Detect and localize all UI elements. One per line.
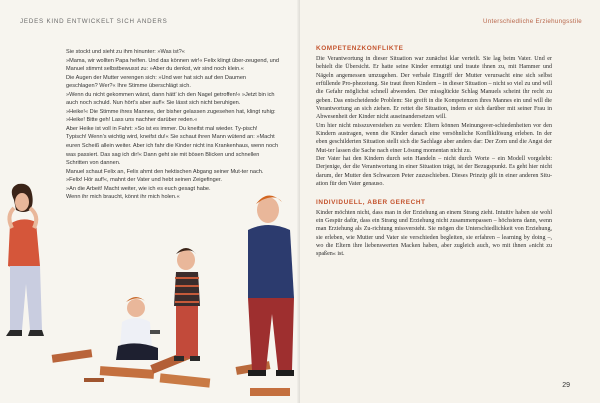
story-paragraph: »Felix! Hör auf!«, mahnt der Vater und hebt seinen Zeigefinger. — [66, 177, 222, 184]
story-paragraph: Die Augen der Mutter verengen sich: »Und wer hat sich auf den Daumen geschlagen? Wer?« Ihre Stimme überschlägt sich. — [66, 74, 247, 90]
story-paragraph: »An die Arbeit! Macht weiter, wie ich es euch gesagt habe. — [66, 185, 211, 192]
running-head-right: Unterschiedliche Erziehungsstile — [482, 18, 582, 25]
mother-figure — [6, 184, 44, 336]
running-head-left: JEDES KIND ENTWICKELT SICH ANDERS — [20, 18, 168, 25]
father-figure — [248, 195, 294, 376]
body-paragraph: Die Verantwortung in dieser Situation war zunächst klar verteilt. Sie lag beim Vater. Und er behielt die Übersicht. Er hatte seine Kinder ermutigt und traute ihnen zu, mit Hammer und Nägeln angemessen umzugehen. Der verbale Eingriff der Mutter verursacht eine sich selbst erfüllende Pro-phezeiung. Sie traut ihren Kindern – in dieser Situation – nicht so viel zu und will die Gefahr möglichst schnell abwenden. Der missglückte Schlag Manuels scheint ihr recht zu geben. Das entscheidende Problem: Sie greift in die Kompetenzen ihres Mannes ein und will die Verantwortung an sich ziehen. Er rettet die Situation, indem er sich darüber mit seiner Frau in Abwesenheit der Kinder nicht auseinandersetzen will. — [316, 56, 552, 121]
story-paragraph: Aber Heike ist voll in Fahrt: »So ist es immer. Du kneifst mal wieder. Ty-pisch! Typisch! Wenn’s wichtig wird, kneifst du!« Sie schaut ihren Mann wütend an: »Macht euren Scheiß allein weiter. Aber ich fahr die Kinder nicht ins Krankenhaus, wenn noch was passiert. Das sag ich dir!« Dann geht sie mit bösen Blicken und schnellen Schritten von dannen. — [66, 125, 279, 167]
body-paragraph: Kinder möchten nicht, dass man in der Erziehung an einem Strang zieht. Intuitiv haben sie wohl ein Gespür dafür, dass ein Strang und Erziehung nicht zusammenpassen – höchstens dann, wenn man Erziehung als Zu-richtung missversteht. Sie mögen die Unterschiedlichkeit von Erziehung, sie erleben, wie Mutter und Vater sie verschieden begleiten, sie erfahren – learning by doing –, wo die Eltern ihre liebenswerten Macken haben, aber zugleich auch, wo mit ihnen »nicht zu spaßen« ist. — [316, 209, 552, 258]
story-text — [66, 48, 279, 202]
page-number: 29 — [562, 382, 570, 389]
body-paragraph: Um hier nicht misszuverstehen zu werden: Eltern können Meinungsver-schiedenheiten vor den Kindern austragen, wenn die Kinder danach eine versöhnliche Konfliktlösung erleben. In der eben geschilderten Situation stellt sich die Sachlage aber anders dar: Der Zorn und die Angst der Mut-ter lassen die Sache nach einer Lösung momentan nicht zu. — [316, 122, 552, 154]
story-paragraph: Sie stockt und sieht zu ihm hinunter: »Was ist?« — [66, 49, 185, 55]
standing-boy-figure — [174, 248, 200, 361]
story-paragraph: »Wenn du nicht gekommen wärst, dann hätt’ ich den Nagel getroffen!« »Jetzt bin ich auch noch schuld. Nun hört’s aber auf!« Sie lässt sich nicht beruhigen. — [66, 91, 275, 107]
body-paragraph: Der Vater hat den Kindern durch sein Handeln – nicht durch Worte – ein Modell vorgelebt: Derjenige, der die Verantwortung in einer Situation trägt, ist der Bezugspunkt. Es geht hier nicht darum, der Mutter den Schwarzen Peter zuzuschieben. Dieses Prinzip gilt in einer anderen Situ-ation für den Vater genauso. — [316, 156, 552, 188]
family-illustration — [0, 180, 300, 403]
story-paragraph: Manuel schaut Felix an, Felix ahmt den hektischen Abgang seiner Mut-ter nach. — [66, 168, 264, 175]
section-heading-kompetenzkonflikte: KOMPETENZKONFLIKTE — [316, 45, 404, 52]
article-column — [316, 45, 552, 259]
crying-boy-figure — [116, 297, 160, 360]
story-paragraph: »Mama, wir wollten Papa helfen. Und das können wir!« Felix klingt über-zeugend, und Manuel stimmt selbstbewusst zu: »Aber du denkst, wir sind noch klein.« — [66, 57, 279, 73]
story-paragraph: »Heike!« Die Stimme ihres Mannes, der bisher gelassen zugesehen hat, klingt ruhig: »Heike! Bitte geh! Lass uns nachher darüber reden.« — [66, 108, 276, 124]
story-paragraph: Wenn ihr mich braucht, könnt ihr mich holen.« — [66, 194, 180, 201]
section-heading-individuell: INDIVIDUELL, ABER GERECHT — [316, 198, 426, 206]
